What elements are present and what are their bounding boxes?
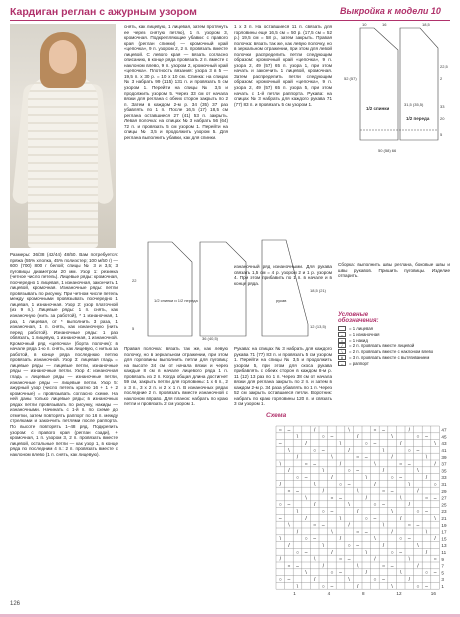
legend [338, 312, 450, 418]
chart-stitch-symbol: – [287, 577, 291, 583]
chart-stitch-symbol: \ [374, 461, 376, 468]
chart-stitch-symbol: \ [417, 468, 419, 475]
chart-stitch-symbol: \ [365, 475, 367, 481]
chart-stitch-symbol: / [348, 522, 350, 529]
chart-stitch-symbol: – [382, 577, 385, 583]
chart-stitch-symbol: \ [382, 522, 385, 529]
instructions-column-3: 1 х 3 п. На оставшиеся 11 п. связать для горловины еще 16,5 см = 50 р. (17,5 см = 52 р.) 19,5 см = 58 р., затем закрыть. Правая полочка: вязать так же, как левую полочку, но в зеркальном отражении, при этом для левой полочки распределить петли следующим образом: кромочный край «цепочка», 9 п. узора 2, 49 (57) 65 п. узора 1, при этом начать и закончить 1 лицевой, кромочная. Затем распределить петли следующим образом: кромочный край «цепочка», 9 п. узора 2, 49 (57) 65 п. узора 5, при этом начать с 1-й петли раппорта. Рукава: на спицах № 3 набрать для каждого рукава 71 (77) 83 п. и провязать 5 см узором 1. [234, 24, 332, 107]
chart-stitch-symbol: \ [288, 522, 290, 529]
chart-stitch-symbol: \ [331, 454, 333, 461]
chart-row-number: 9 [441, 556, 444, 562]
chart-stitch-symbol: – [390, 488, 394, 495]
schematic-label: 1/2 спинки [366, 106, 390, 111]
garment-schematic [338, 20, 450, 160]
chart-stitch-symbol: \ [425, 529, 428, 536]
stitch-symbol-icon: – [338, 332, 346, 337]
chart-stitch-symbol: ○ [381, 488, 386, 495]
chart-stitch-symbol: – [356, 543, 360, 549]
chart-stitch-symbol: / [434, 461, 436, 468]
chart-stitch-symbol: – [425, 583, 428, 590]
schematic-label: 22,5 [440, 64, 448, 69]
chart-stitch-symbol: – [356, 468, 360, 475]
instructions-column-2b: Правая полочка: вязать так же, как левую полочку, но в зеркальном отражении, при этом для горловины выполнить петли для пуговиц: на высоте 34 см от начала вязки и через каждые 8 см в начале лицевого ряда 1 п. провязать из 2 п. Когда общая длина достигнет 59 см, закрыть петли для горловины: 1 х 6 п., 2 х 3 п., 3 х 2 п. и 2 х 1 п. В изнаночных рядах последние 2 п. провязать вместе изнаночной с наклоном вправо. Для планок: набрать по краю петли и провязать 2 см узором 1. [124, 346, 228, 407]
chart-stitch-symbol: \ [408, 556, 410, 563]
chart-stitch-symbol: – [382, 502, 385, 509]
schematic-label: 52 (57) [344, 76, 357, 81]
chart-stitch-symbol: – [278, 441, 282, 447]
chart-stitch-symbol: \ [279, 461, 281, 468]
chart-row-number: 45 [441, 434, 447, 440]
chart-stitch-symbol: ○ [381, 563, 386, 570]
chart-stitch-symbol: – [321, 522, 325, 529]
model-photo [10, 24, 116, 248]
diagram-label: 12 (13,5) [310, 324, 327, 329]
chart-stitch-symbol: ○ [313, 447, 317, 454]
chart-stitch-symbol: \ [417, 543, 419, 549]
legend-title: обозначения: [338, 318, 379, 324]
diagram-label: 1/2 спинки и 1/2 переда [154, 298, 198, 303]
chart-stitch-symbol: \ [425, 454, 428, 461]
knitting-chart [266, 422, 450, 598]
chart-stitch-symbol: \ [279, 536, 281, 543]
chart-stitch-symbol: – [407, 536, 411, 543]
chart-stitch-symbol: \ [339, 441, 342, 447]
chart-stitch-symbol: \ [296, 583, 299, 590]
chart-stitch-symbol: \ [348, 502, 350, 509]
chart-stitch-symbol: ○ [278, 502, 282, 509]
diagram-label: рукав [276, 298, 287, 303]
chart-row-number: 25 [441, 502, 447, 508]
schematic-label: 5 [440, 132, 443, 137]
stitch-symbol-icon: ○ [338, 338, 346, 343]
chart-stitch-symbol: \ [331, 529, 333, 536]
chart-stitch-symbol: \ [408, 481, 410, 488]
chart-stitch-symbol: ○ [424, 495, 429, 502]
legend-item [338, 332, 450, 337]
stitch-symbol-icon: ↔ [340, 360, 344, 366]
chart-row-number: 41 [441, 448, 447, 453]
chart-stitch-symbol: \ [296, 434, 299, 441]
chart-stitch-symbol: ○ [304, 461, 308, 468]
chart-stitch-symbol: – [390, 563, 394, 570]
chart-stitch-symbol: \ [357, 563, 359, 570]
chart-stitch-symbol: – [313, 461, 317, 468]
chart-stitch-symbol: \ [374, 536, 376, 543]
chart-col-number: 4 [327, 591, 331, 597]
schematic-label: 20 [440, 116, 445, 121]
chart-stitch-symbol: ○ [373, 577, 377, 583]
chart-stitch-symbol: \ [391, 583, 393, 590]
chart-stitch-symbol: / [314, 502, 316, 509]
chart-stitch-symbol: ○ [287, 563, 291, 570]
legend-item [338, 326, 450, 331]
chart-row-number: 37 [441, 461, 447, 467]
chart-row-number: 35 [441, 468, 447, 474]
chart-stitch-symbol: ○ [364, 515, 368, 522]
chart-stitch-symbol: / [296, 529, 299, 536]
stitch-symbol-icon [338, 326, 346, 331]
schematic-label: 33 [440, 104, 445, 109]
chart-stitch-symbol: – [287, 427, 291, 434]
chart-stitch-symbol: / [400, 515, 402, 522]
legend-text: = 3 п. провязать вместе с вытягиванием [349, 354, 430, 360]
chart-stitch-symbol: / [382, 468, 385, 475]
chart-row-number: 19 [441, 522, 447, 528]
schematic-label: 31,5 (35,5) [404, 102, 424, 107]
chart-stitch-symbol: – [339, 570, 342, 577]
chart-row-number: 43 [441, 441, 447, 447]
chart-stitch-symbol: / [314, 577, 316, 583]
chart-stitch-symbol: / [434, 536, 436, 543]
chart-stitch-symbol: / [357, 583, 359, 590]
chart-stitch-symbol: ○ [356, 454, 360, 461]
chart-stitch-symbol: \ [322, 543, 324, 549]
chart-stitch-symbol: \ [391, 509, 393, 515]
instructions-column-2: снять, как лицевую, 1 лицевая, затем протянуть ее через снятую петлю), 1 п. узором 3, кромочная. Подкрепляющие убавки: с правого края (реглан спинки) — кромочный край «цепочка», 9 п. узором 2, 2 п. провязать вместе лицевой. С левого края — вязать согласно описанию, в конце ряда провязать 2 п. вместе с наклоном влево, 9 п. узором 2, кромочный край «цепочка». Плотность вязания: узора 3 в 5 — 19,5 п. х 30 р. = 10 х 10 см. Спинка: на спицах № 3 набрать 99 (115) 131 п. и провязать 5 см узором 1. Перейти на спицы № 3,5 и продолжить узором 5. Через 33 см от начала вязки для реглана с обеих сторон закрыть по 2 п. Затем в каждом 2-м р. 34 (35) 37 раз убавлять по 1 п. После 16,5 (17) 18,5 см реглана оставшиеся 27 (41) 53 п. закрыть. Левая полочка: на спицах № 3 набрать 56 (64) 72 п. и провязать 5 см узором 1. Перейти на спицы № 3,5 и продолжить узором 5. Для реглана выполнить убавки, как для спинки. [124, 24, 228, 140]
chart-stitch-symbol: – [287, 502, 291, 509]
chart-stitch-symbol: / [296, 454, 299, 461]
chart-stitch-symbol: \ [348, 427, 350, 434]
chart-stitch-symbol: – [373, 441, 377, 447]
chart-stitch-symbol: \ [305, 495, 307, 502]
instructions-column-4: Сборка: выполнить швы реглана, боковые швы и швы рукавов. Пришить пуговицы. Изделие отпарить. [338, 262, 450, 279]
legend-text: = раппорт [349, 360, 369, 366]
chart-stitch-symbol: – [339, 495, 342, 502]
chart-row-number: 39 [441, 454, 447, 460]
legend-text: = 1 изнаночная [349, 331, 380, 337]
chart-stitch-symbol: ○ [278, 427, 282, 434]
chart-stitch-symbol: ○ [416, 583, 420, 590]
chart-stitch-symbol: ○ [390, 549, 394, 556]
chart-stitch-symbol: – [416, 447, 420, 454]
scheme-title: Выкройка к модели 10 [340, 6, 441, 16]
chart-stitch-symbol: / [339, 461, 342, 468]
chart-stitch-symbol: \ [365, 549, 367, 556]
schematic-label: 50 (58) 66 [378, 148, 397, 153]
chart-stitch-symbol: ○ [321, 509, 325, 515]
chart-stitch-symbol: / [365, 570, 367, 577]
chart-stitch-symbol: ○ [338, 556, 343, 563]
chart-stitch-symbol: / [417, 563, 419, 570]
chart-stitch-symbol: – [399, 475, 403, 481]
legend-text: = 1 накид [349, 337, 368, 343]
chart-stitch-symbol: / [374, 481, 376, 488]
chart-stitch-symbol: – [399, 549, 403, 556]
diagram-label: 22 [132, 278, 137, 283]
chart-row-number: 15 [441, 536, 447, 542]
stitch-symbol-icon: ∧ [338, 355, 346, 360]
chart-stitch-symbol: \ [400, 495, 402, 502]
chart-stitch-symbol: ○ [424, 570, 429, 577]
legend-text: = 2 п. провязать вместе с наклоном влево [349, 349, 434, 355]
chart-stitch-symbol: – [321, 447, 325, 454]
chart-stitch-symbol: ○ [356, 529, 360, 536]
chart-row-number: 1 [441, 584, 444, 589]
legend-item [338, 349, 450, 354]
chart-title: Схема [266, 412, 287, 419]
chart-stitch-symbol: ○ [433, 481, 437, 488]
chart-stitch-symbol: – [433, 495, 437, 502]
chart-stitch-symbol: ○ [304, 536, 308, 543]
chart-stitch-symbol: ○ [407, 447, 411, 454]
stitch-symbol-icon: \ [338, 349, 346, 354]
chart-stitch-symbol: \ [305, 570, 307, 577]
chart-stitch-symbol: – [373, 515, 377, 522]
chart-row-number: 7 [441, 563, 444, 569]
chart-stitch-symbol: / [305, 515, 307, 522]
chart-row-number: 17 [441, 529, 447, 535]
chart-stitch-symbol: – [364, 454, 368, 461]
legend-text: = 2 п. провязать вместе лицевой [349, 343, 415, 349]
chart-stitch-symbol: \ [322, 468, 324, 475]
chart-stitch-symbol: ○ [347, 543, 351, 549]
schematic-label: 16 [382, 22, 387, 27]
schematic-label: 10 [362, 22, 367, 27]
chart-stitch-symbol: ○ [373, 427, 377, 434]
chart-stitch-symbol: \ [357, 488, 359, 495]
chart-stitch-symbol: / [279, 556, 281, 563]
chart-stitch-symbol: – [313, 536, 317, 543]
chart-row-number: 31 [441, 482, 447, 487]
chart-stitch-symbol: ○ [278, 577, 282, 583]
chart-stitch-symbol: – [304, 475, 308, 481]
chart-stitch-symbol: \ [434, 441, 436, 447]
chart-stitch-symbol: – [330, 583, 334, 590]
diagram-label: 5 [132, 326, 135, 331]
chart-stitch-symbol: – [278, 515, 282, 522]
chart-stitch-symbol: / [382, 543, 385, 549]
chart-stitch-symbol: ○ [416, 434, 420, 441]
legend-title: Условные [338, 312, 369, 318]
chart-stitch-symbol: / [288, 468, 290, 475]
chart-col-number: 16 [430, 591, 436, 597]
chart-stitch-symbol: ○ [330, 495, 334, 502]
instructions-column-3b: Рукава: на спицах № 3 набрать для каждого рукава 71 (77) 83 п. и провязать 5 см узором 1. Перейти на спицы № 3,5 и продолжить узором 5, при этом для скоса рукава прибавлять с обеих сторон в каждом 8-м р. 11 (12) 13 раз по 1 п. Через 38 см от начала вязки для реглана закрыть по 2 п. и затем в каждом 2-м р. 34 раза убавлять по 1 п. Через 52 см закрыть оставшиеся петли. Воротник: набрать по краю горловины 120 п. и связать 3 см узором 1. [234, 346, 332, 407]
chart-stitch-symbol: / [417, 488, 419, 495]
chart-stitch-symbol: / [425, 549, 428, 556]
stitch-symbol-icon: / [338, 343, 346, 348]
chart-stitch-symbol: – [407, 461, 411, 468]
chart-stitch-symbol: / [391, 529, 393, 536]
chart-stitch-symbol: ○ [330, 570, 334, 577]
chart-col-number: 8 [362, 591, 365, 597]
chart-stitch-symbol: ○ [321, 434, 325, 441]
chart-row-number: 21 [441, 516, 447, 521]
chart-row-number: 13 [441, 543, 447, 549]
chart-col-number: 12 [396, 591, 402, 597]
chart-stitch-symbol: – [425, 434, 428, 441]
chart-stitch-symbol: ○ [416, 509, 420, 515]
schematic-label: 1/2 переда [406, 116, 430, 121]
chart-stitch-symbol: ○ [399, 461, 403, 468]
diagram-label: 36 (40,5) [202, 336, 219, 341]
schematic-label: 18,5 [422, 22, 430, 27]
chart-stitch-symbol: – [296, 488, 299, 495]
chart-stitch-symbol: – [425, 509, 428, 515]
chart-col-number: 1 [293, 591, 296, 597]
chart-row-number: 3 [441, 577, 444, 583]
schematic-label: 2 [440, 76, 443, 81]
legend-item [338, 355, 450, 360]
chart-stitch-symbol: / [357, 509, 359, 515]
chart-stitch-symbol: / [365, 495, 367, 502]
chart-stitch-symbol: \ [339, 515, 342, 522]
page-title: Кардиган реглан с ажурным узором [10, 6, 197, 18]
chart-stitch-symbol: / [305, 441, 307, 447]
chart-row-number: 29 [441, 488, 447, 494]
chart-stitch-symbol: ○ [407, 522, 411, 529]
chart-stitch-symbol: – [382, 427, 385, 434]
chart-row-number: 5 [441, 570, 444, 576]
legend-text: = 1 лицевая [349, 326, 373, 331]
chart-stitch-symbol: ○ [373, 502, 377, 509]
page-number: 126 [10, 601, 21, 607]
chart-stitch-symbol: ○ [433, 556, 437, 563]
chart-stitch-symbol: ○ [399, 536, 403, 543]
instructions-column-1: Размеры: 36/38 (42/44) 48/50. Вам потребуется: пряжа (55% хлопка, 45% полиэстер; 100 м/50 г) — 600 (700) 800 г белой; спицы № 3 и 3,5; 3 пуговицы диаметром 20 мм. Узор 1: резинка (четное число петель). Лицевые ряды: кромочная, поочередно 1 лицевая, 1 изнаночная, закончить 1 лицевой, кромочная. Изнаночные ряды: петли провязывать по рисунку. При четном числе петель между кромочными провязывать поочередно 1 лицевая, 1 изнаночная. Узор 2: узор платочной (из 9 п.). Лицевые ряды: 1 п. снять, как изнаночную (нить за работой), * 1 изнаночная, 1 раз, 1 лицевая, от * выполнить 3 раза, 1 изнаночная, 1 п. снять, как изнаночную (нить перед работой). Изнаночные ряды: 1 раз обвязать, 1 лицевую, 1 изнаночная, 1 изнаночной. Кромочный ряд «цепочка» (борта полочек): в начале ряда 1-ю п. снять, как лицевую, с нитью за работой, в конце ряда последнюю петлю провязать изнаночной. Узор 3: лицевая гладь = лицевые ряды — лицевые петли, изнаночные ряды — изнаночные петли. Узор 4: изнаночная гладь = лицевые ряды — изнаночные петли, изнаночные ряды — лицевые петли. Узор 5: ажурный узор (число петель кратно 16 + 1 + 2 кромочные) = провязывать согласно схеме. На ней даны только лицевые ряды; в изнаночных рядах петли провязывать по рисунку, накиды — изнаночными. Начинать с 1-й п. по схеме до отметки, затем повторять раппорт по 16 п. между стрелками и закончить петлями после раппорта. По высоте повторять 1–48 ряд. Подкрепить узором: с правого края (реглан сзади), + кромочная, 1 п. узором 3, 2 п. провязать вместе лицевой, остальные петли — как узор 1, в конце ряда по последним 4 п.: 2 п. провязать вместе с наклоном влево (1 п. снять, как лицевую). [10, 252, 118, 457]
chart-stitch-symbol: – [296, 563, 299, 570]
chart-row-number: 47 [441, 427, 447, 433]
chart-stitch-symbol: / [391, 454, 393, 461]
chart-stitch-symbol: / [331, 475, 333, 481]
chart-stitch-symbol: \ [314, 481, 316, 488]
chart-stitch-symbol: / [314, 427, 316, 434]
chart-stitch-symbol: – [304, 549, 308, 556]
chart-row-number: 27 [441, 495, 447, 501]
chart-stitch-symbol: \ [296, 509, 299, 515]
instructions-column-5: изнаночный ряд изнаночными. Для рукава связать 1,5 см = 4 р. узором 2 и 1 р. узором 4. При этом прибавить по 1 п. в начале и в конце ряда. [234, 264, 332, 286]
chart-stitch-symbol: \ [400, 570, 402, 577]
chart-row-number: 23 [441, 509, 447, 515]
chart-stitch-symbol: \ [288, 447, 290, 454]
chart-stitch-symbol: / [408, 427, 410, 434]
legend-item [338, 338, 450, 343]
sleeve-diagram [130, 232, 330, 342]
chart-stitch-symbol: – [330, 509, 334, 515]
legend-item [338, 361, 450, 366]
chart-stitch-symbol: ○ [295, 475, 300, 481]
chart-stitch-symbol: ○ [364, 441, 368, 447]
chart-stitch-symbol: / [400, 441, 402, 447]
chart-stitch-symbol: / [425, 475, 428, 481]
chart-row-number: 11 [441, 550, 447, 555]
chart-stitch-symbol: / [348, 447, 350, 454]
chart-stitch-symbol: / [331, 549, 333, 556]
chart-stitch-symbol: ○ [295, 549, 300, 556]
chart-stitch-symbol: / [408, 577, 410, 583]
chart-stitch-symbol: ○ [390, 475, 394, 481]
chart-stitch-symbol: / [288, 543, 290, 549]
chart-stitch-symbol: / [408, 502, 410, 509]
chart-stitch-symbol: ○ [313, 522, 317, 529]
chart-stitch-symbol: – [347, 481, 351, 488]
chart-stitch-symbol: / [357, 434, 359, 441]
chart-stitch-symbol: ○ [287, 488, 291, 495]
chart-stitch-symbol: – [330, 434, 334, 441]
chart-stitch-symbol: \ [348, 577, 350, 583]
chart-stitch-symbol: ○ [321, 583, 325, 590]
chart-stitch-symbol: ○ [338, 481, 343, 488]
chart-stitch-symbol: / [322, 563, 324, 570]
chart-stitch-symbol: – [433, 570, 437, 577]
chart-stitch-symbol: / [322, 488, 324, 495]
chart-stitch-symbol: / [374, 556, 376, 563]
chart-row-number: 33 [441, 475, 447, 481]
chart-stitch-symbol: \ [391, 434, 393, 441]
diagram-label: 18,5 (21) [310, 288, 327, 293]
chart-stitch-symbol: – [347, 556, 351, 563]
chart-stitch-symbol: \ [314, 556, 316, 563]
chart-stitch-symbol: – [416, 522, 420, 529]
chart-stitch-symbol: ○ [347, 468, 351, 475]
chart-stitch-symbol: / [279, 481, 281, 488]
chart-stitch-symbol: \ [382, 447, 385, 454]
chart-stitch-symbol: \ [434, 515, 436, 522]
legend-item [338, 343, 450, 348]
chart-stitch-symbol: – [364, 529, 368, 536]
chart-stitch-symbol: / [339, 536, 342, 543]
